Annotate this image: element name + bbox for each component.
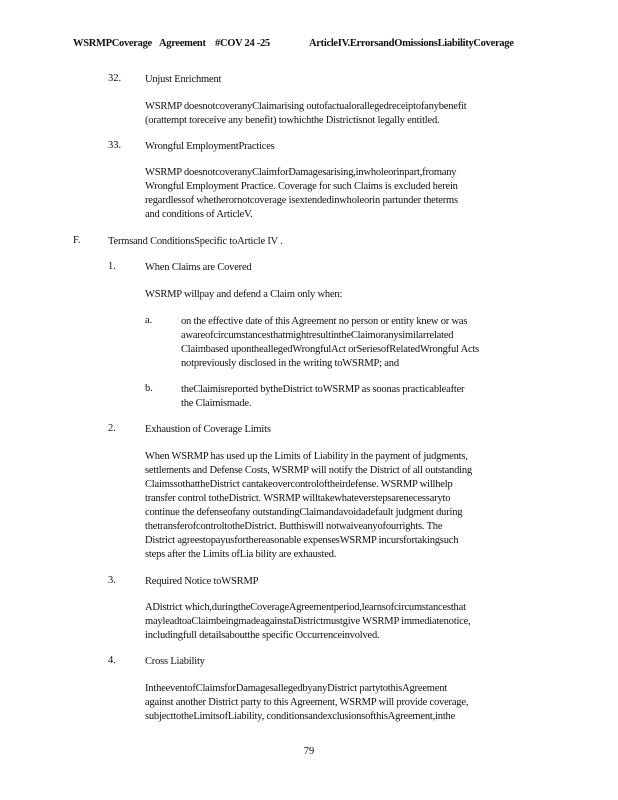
header-coverage-title: WSRMPCoverage [73, 38, 152, 49]
body-line: theClaimisreported bytheDistrict toWSRMP as soonas practicableafter [181, 384, 465, 395]
section-title: Cross Liability [145, 656, 205, 667]
section-title: Required Notice toWSRMP [145, 576, 259, 587]
section-number: 3. [108, 575, 116, 586]
body-line: settlements and Defense Costs, WSRMP will notify the District of all outstanding [145, 465, 472, 476]
section-number: 2. [108, 423, 116, 434]
section-letter: F. [73, 235, 81, 246]
section-number: 33. [108, 140, 122, 151]
header-agreement-label: Agreement [159, 38, 206, 49]
body-line: regardlessof whetherornotcoverage isextendedinwholeorin partunder theterms [145, 195, 458, 206]
section-title: Termsand ConditionsSpecific toArticle IV . [108, 236, 283, 247]
body-line: notpreviously disclosed in the writing toWSRMP; and [181, 358, 399, 369]
body-line: against another District party to this Agreement, WSRMP will provide coverage, [145, 697, 469, 708]
section-title: Exhaustion of Coverage Limits [145, 424, 271, 435]
page-number: 79 [303, 746, 315, 757]
body-line: thetransferofcontroltotheDistrict. Butthiswill notwaiveanyofourrights. The [145, 521, 443, 532]
section-number: 4. [108, 655, 116, 666]
section-number: 32. [108, 73, 122, 84]
header-article-title: ArticleIV.ErrorsandOmissionsLiabilityCoverage [309, 38, 514, 49]
body-line: Wrongful Employment Practice. Coverage for such Claims is excluded herein [145, 181, 458, 192]
section-number: 1. [108, 261, 116, 272]
body-line: ADistrict which,duringtheCoverageAgreementperiod,learnsofcircumstancesthat [145, 602, 466, 613]
list-label: a. [145, 315, 153, 326]
body-line: ClaimssothattheDistrict cantakeovercontroloftheirdefense. WSRMP willhelp [145, 479, 453, 490]
body-line: Claimbased upontheallegedWrongfulAct orSeriesofRelatedWrongful Acts [181, 344, 480, 355]
body-line: subjecttotheLimitsofLiability, conditionsandexclusionsofthisAgreement,inthe [145, 711, 456, 722]
section-title: When Claims are Covered [145, 262, 252, 273]
body-line: WSRMP doesnotcoveranyClaimforDamagesarising,inwholeorinpart,fromany [145, 167, 457, 178]
header-agreement-number: #COV 24 -25 [215, 38, 270, 49]
list-label: b. [145, 383, 153, 394]
body-line: IntheeventofClaimsforDamagesallegedbyanyDistrict partytothisAgreement [145, 683, 447, 694]
body-line: District agreestopayusforthereasonable expensesWSRMP incursfortakingsuch [145, 535, 459, 546]
body-line: When WSRMP has used up the Limits of Liability in the payment of judgments, [145, 451, 468, 462]
section-title: Wrongful EmploymentPractices [145, 141, 275, 152]
section-title: Unjust Enrichment [145, 74, 222, 85]
body-line: steps after the Limits ofLia bility are exhausted. [145, 549, 337, 560]
body-line: transfer control totheDistrict. WSRMP willtakewhateverstepsarenecessaryto [145, 493, 451, 504]
body-line: the Claimismade. [181, 398, 252, 409]
body-line: WSRMP willpay and defend a Claim only when: [145, 289, 343, 300]
body-line: awareofcircumstancesthatmightresultintheClaimoranysimilarrelated [181, 330, 454, 341]
body-line: on the effective date of this Agreement no person or entity knew or was [181, 316, 468, 327]
body-line: and conditions of ArticleV. [145, 209, 253, 220]
body-line: (orattempt toreceive any benefit) towhichthe Districtisnot legally entitled. [145, 115, 440, 126]
body-line: mayleadtoaClaimbeingmadeagainstaDistrictmustgive WSRMP immediatenotice, [145, 616, 471, 627]
body-line: continue the defenseofany outstandingClaimandavoidadefault judgment during [145, 507, 463, 518]
body-line: includingfull detailsaboutthe specific Occurrenceinvolved. [145, 630, 380, 641]
body-line: WSRMP doesnotcoveranyClaimarising outofactualorallegedreceiptofanybenefit [145, 101, 467, 112]
